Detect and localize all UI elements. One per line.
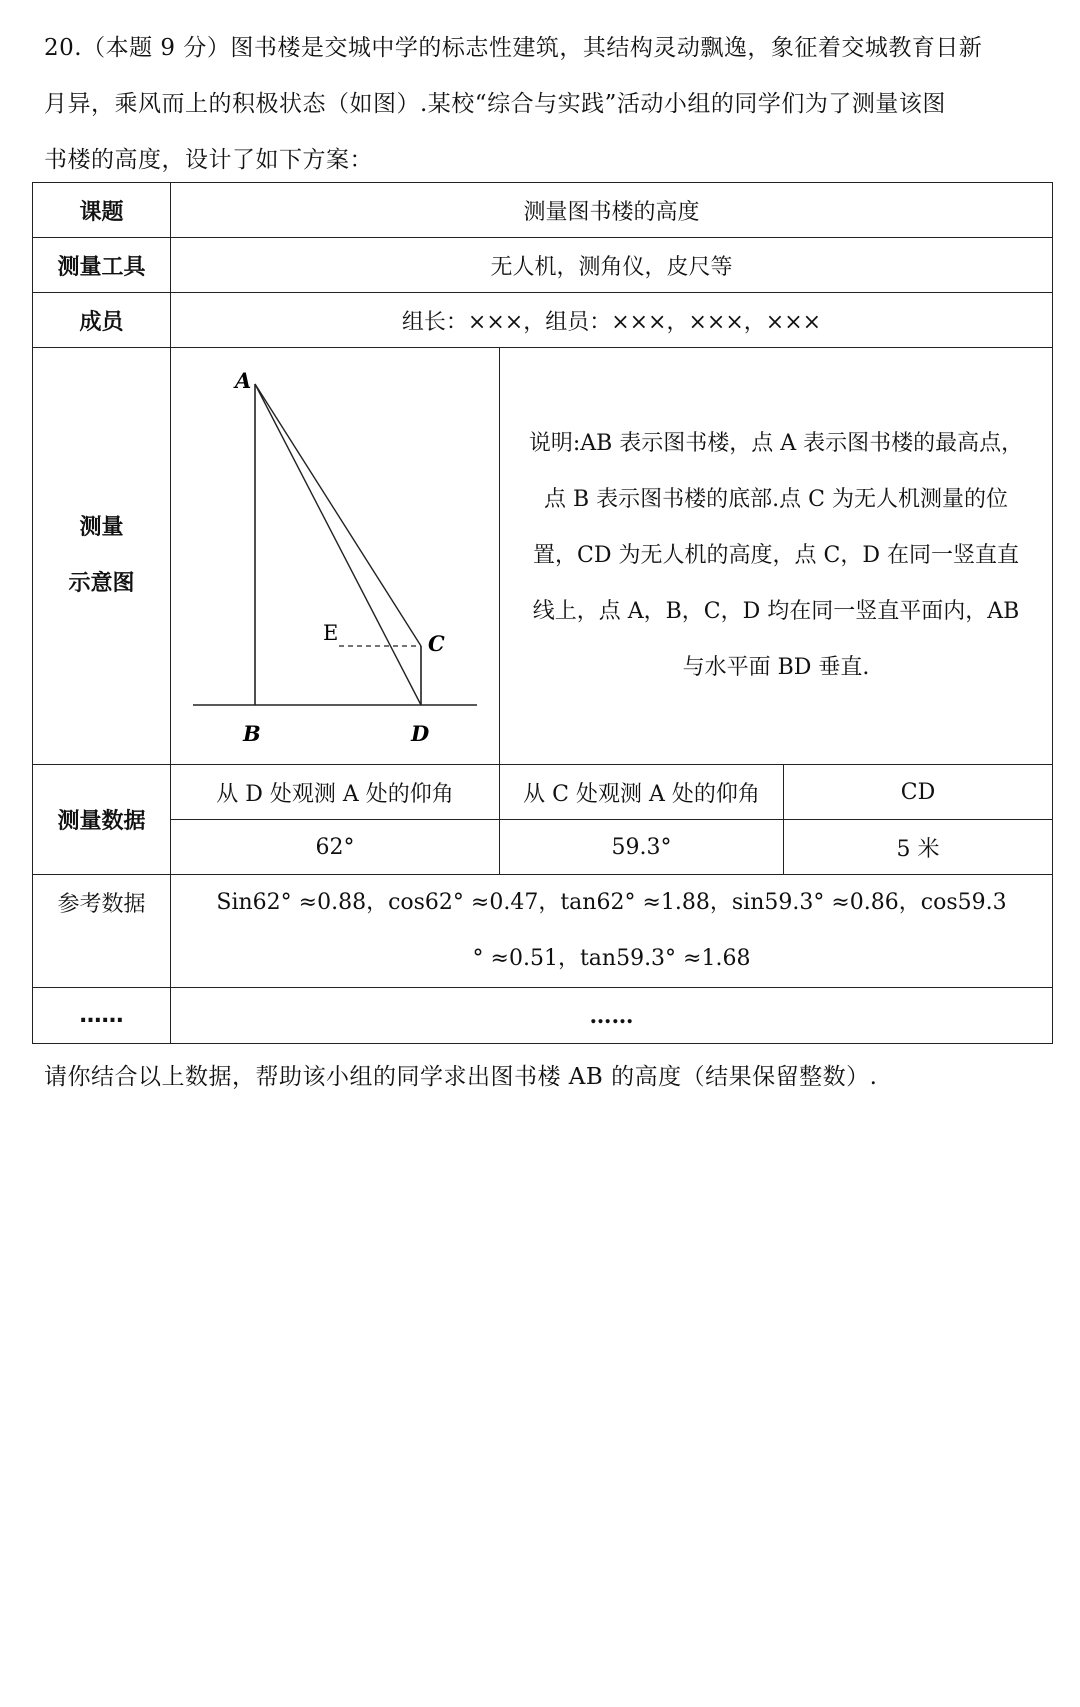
diagram-cell bbox=[171, 348, 500, 765]
row-ellipsis bbox=[33, 988, 1053, 1044]
row-data-headers bbox=[33, 765, 1053, 820]
data-header-c-angle: 从 C 处观测 A 处的仰角 bbox=[500, 765, 784, 820]
desc-line-4: 线上，点 A，B，C，D 均在同一竖直平面内，AB bbox=[532, 599, 1020, 624]
ref-value bbox=[171, 875, 1053, 988]
ellipsis-value: …… bbox=[171, 988, 1053, 1044]
data-value-cd: 5 米 bbox=[784, 820, 1053, 875]
diagram-description bbox=[500, 348, 1053, 765]
point-b-label: B bbox=[243, 721, 261, 746]
measurement-plan-table bbox=[32, 182, 1053, 1044]
intro-line-2: 月异，乘风而上的积极状态（如图）.某校“综合与实践”活动小组的同学们为了测量该图 bbox=[44, 91, 946, 117]
row-reference bbox=[33, 875, 1053, 988]
sight-line-ac bbox=[255, 384, 421, 646]
tools-label: 测量工具 bbox=[33, 238, 171, 293]
point-e-label: E bbox=[323, 621, 339, 645]
data-header-d-angle: 从 D 处观测 A 处的仰角 bbox=[171, 765, 500, 820]
diagram-label bbox=[33, 348, 171, 765]
point-c-label: C bbox=[428, 631, 445, 656]
data-header-cd: CD bbox=[784, 765, 1053, 820]
point-d-label: D bbox=[411, 721, 430, 746]
desc-line-2: 点 B 表示图书楼的底部.点 C 为无人机测量的位 bbox=[544, 487, 1008, 512]
data-value-d-angle: 62° bbox=[171, 820, 500, 875]
intro-line-1: 20.（本题 9 分）图书楼是交城中学的标志性建筑，其结构灵动飘逸，象征着交城教育日新 bbox=[44, 35, 983, 61]
sight-line-ad bbox=[255, 384, 421, 705]
row-tools bbox=[33, 238, 1053, 293]
problem-intro bbox=[44, 20, 1044, 188]
point-a-label: A bbox=[235, 368, 252, 393]
diagram-label-line-1: 测量 bbox=[79, 515, 124, 540]
desc-line-3: 置，CD 为无人机的高度，点 C，D 在同一竖直直 bbox=[533, 543, 1019, 568]
members-label: 成员 bbox=[33, 293, 171, 348]
row-members bbox=[33, 293, 1053, 348]
row-diagram bbox=[33, 348, 1053, 765]
topic-value: 测量图书楼的高度 bbox=[171, 183, 1053, 238]
members-value: 组长：×××，组员：×××，×××，××× bbox=[171, 293, 1053, 348]
desc-line-5: 与水平面 BD 垂直. bbox=[682, 655, 870, 680]
problem-question: 请你结合以上数据，帮助该小组的同学求出图书楼 AB 的高度（结果保留整数）. bbox=[44, 1064, 878, 1090]
intro-line-3: 书楼的高度，设计了如下方案： bbox=[44, 147, 373, 173]
desc-line-1: 说明:AB 表示图书楼，点 A 表示图书楼的最高点， bbox=[528, 431, 1024, 456]
measurement-diagram bbox=[171, 348, 500, 758]
ref-line-2: ° ≈0.51，tan59.3° ≈1.68 bbox=[472, 946, 751, 971]
topic-label: 课题 bbox=[33, 183, 171, 238]
tools-value: 无人机，测角仪，皮尺等 bbox=[171, 238, 1053, 293]
ref-line-1: Sin62° ≈0.88，cos62° ≈0.47，tan62° ≈1.88，sin59.3° ≈0.86，cos59.3 bbox=[216, 890, 1007, 915]
data-label: 测量数据 bbox=[33, 765, 171, 875]
ref-label: 参考数据 bbox=[33, 875, 171, 988]
ellipsis-label: …… bbox=[33, 988, 171, 1044]
diagram-label-line-2: 示意图 bbox=[68, 571, 135, 596]
data-value-c-angle: 59.3° bbox=[500, 820, 784, 875]
row-data-values bbox=[33, 820, 1053, 875]
row-topic bbox=[33, 183, 1053, 238]
